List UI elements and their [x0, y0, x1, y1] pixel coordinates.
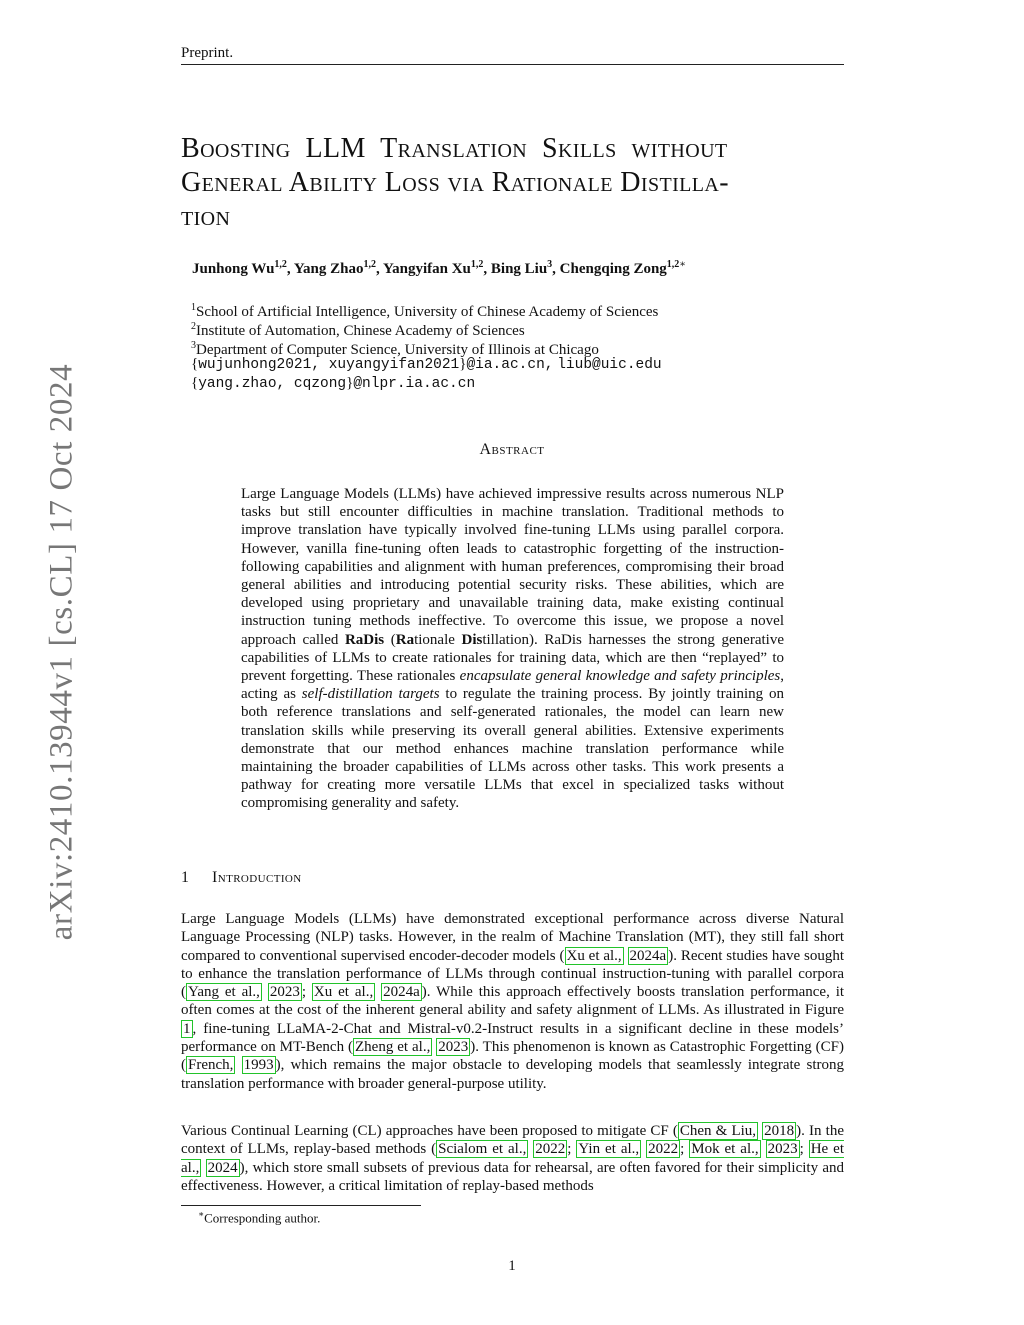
author-list: Junhong Wu$^{1,2}$, Yang Zhao$^{1,2}$, Yangyifan Xu$^{1,2}$, Bing Liu$^3$, Chengqing Zong$^{1,2∗}$ — [192, 259, 687, 277]
citation-link[interactable]: 2022 — [648, 1141, 679, 1158]
citation-link[interactable]: 2024 — [207, 1159, 238, 1176]
title-word: without — [631, 133, 728, 164]
abstract-heading: Abstract — [479, 441, 545, 458]
citation-link[interactable]: Chen & Liu, — [679, 1123, 757, 1139]
email-line: {yang.zhao, cqzong}@nlpr.ia.ac.cn — [191, 375, 476, 392]
citation-link[interactable]: 2023 — [269, 984, 300, 1001]
title-word: via — [447, 167, 485, 198]
title-word: tion — [181, 201, 231, 232]
arxiv-identifier: arXiv:2410.13944v1 [cs.CL] 17 Oct 2024 — [43, 363, 80, 941]
author: Junhong Wu$^{1,2}$ — [192, 259, 287, 277]
citation-link[interactable]: Mok et al., — [691, 1141, 759, 1158]
citation-link[interactable]: Yang et al., — [188, 984, 260, 1001]
author: Yangyifan Xu$^{1,2}$ — [382, 259, 484, 277]
intro-paragraph: Large Language Models (LLMs) have demonstrated exceptional performance across diverse Natural Language Processing (NLP) tasks. However, in the realm of Machine Translation (MT), they still fall short compared to conventional supervised encoder-decoder models ( Xu et al., 2024a ). Recent studies have sought to enhance the translation performance of LLMs through continual instruction-tuning with parallel corpora ( Yang et al., 2023 ; Xu et al., 2024a ). While this approach effectively boosts translation performance, it often comes at the cost of the inherent general ability and safety alignment of LLMs. As illustrated in Figure 1 , fine-tuning LLaMA-2-Chat and Mistral-v0.2-Instruct results in a significant decline in these models’ performance on MT-Bench ( Zheng et al., 2023 ). This phenomenon is known as Catastrophic Forgetting (CF) ( French, 1993 ), which remains the major obstacle to developing models that seamlessly integrate strong translation performance with broader general-purpose utility. — [181, 911, 845, 1092]
page-number: 1 — [508, 1258, 516, 1274]
citation-link[interactable]: 2018 — [764, 1123, 795, 1139]
citation-link[interactable]: He et al., — [181, 1141, 844, 1176]
title-word: Ability — [288, 167, 378, 198]
title-word: Rationale — [491, 167, 613, 198]
footnote: ∗Corresponding author. — [198, 1209, 321, 1226]
citation-link[interactable]: Xu et al., — [566, 947, 622, 964]
header-rule — [181, 64, 844, 65]
figure-reference-link[interactable]: 1 — [183, 1020, 191, 1037]
citation-link[interactable]: Scialom et al., — [438, 1141, 527, 1158]
title-word: LLM — [305, 133, 366, 164]
title-word: General — [181, 167, 283, 198]
citation-link[interactable]: 2022 — [535, 1141, 566, 1158]
title-word: Distilla- — [620, 167, 729, 198]
section-heading: 1 Introduction — [181, 869, 302, 886]
running-header: Preprint. — [181, 45, 234, 61]
title-word: Translation — [380, 133, 528, 164]
title-word: Boosting — [181, 133, 291, 164]
email-line: {wujunhong2021, xuyangyifan2021}@ia.ac.cn, liub@uic.edu — [191, 356, 662, 373]
citation-link[interactable]: Xu et al., — [313, 984, 374, 1001]
intro-paragraph: Various Continual Learning (CL) approaches have been proposed to mitigate CF ( Chen & Liu, 2018 ). In the context of LLMs, replay-based methods ( Scialom et al., 2022 ; Yin et al., 2022 ; Mok et al., 2023 ; He et al., 2024 ), which store small subsets of previous data for rehearsal, are often favored for their simplicity and effectiveness. However, a critical limitation of replay-based methods — [181, 1123, 844, 1194]
affiliation: $^1$School of Artificial Intelligence, University of Chinese Academy of Sciences — [191, 302, 659, 320]
author: Yang Zhao$^{1,2}$ — [293, 259, 376, 277]
citation-link[interactable]: Yin et al., — [578, 1141, 640, 1158]
author: Bing Liu$^3$ — [490, 259, 553, 277]
citation-link[interactable]: 2023 — [767, 1141, 798, 1158]
affiliation: $^2$Institute of Automation, Chinese Academy of Sciences — [191, 321, 525, 339]
author: Chengqing Zong$^{1,2∗}$ — [559, 259, 687, 277]
citation-link[interactable]: Zheng et al., — [355, 1039, 431, 1056]
affiliation: $^3$Department of Computer Science, University of Illinois at Chicago — [191, 340, 599, 358]
title-word: Loss — [384, 167, 441, 198]
citation-link[interactable]: 2024a — [383, 984, 420, 1001]
citation-link[interactable]: 1993 — [243, 1057, 274, 1074]
citation-link[interactable]: French, — [188, 1057, 234, 1074]
title-word: Skills — [541, 133, 617, 164]
citation-link[interactable]: 2023 — [438, 1039, 469, 1056]
paper-title — [181, 132, 844, 234]
abstract-body: Large Language Models (LLMs) have achieved impressive results across numerous NLP tasks but still encounter difficulties in machine translation. Traditional methods to improve translation have typically involved fine-tuning LLMs using parallel corpora. However, vanilla fine-tuning often leads to catastrophic forgetting of the instruction-following capabilities and alignment with human preferences, compromising their broad general abilities and introducing potential security risks. These abilities, which are developed using proprietary and unavailable training data, make existing continual instruction tuning methods ineffective. To overcome this issue, we propose a novel approach called RaDis (Rationale Distillation). RaDis harnesses the strong generative capabilities of LLMs to create rationales for training data, which are then “replayed” to prevent forgetting. These rationales encapsulate general knowledge and safety principles, acting as self-distillation targets to regulate the training process. By jointly training on both reference translations and self-generated rationales, the model can learn new translation skills while preserving its overall general abilities. Extensive experiments demonstrate that our method enhances machine translation performance while maintaining the broader capabilities of LLMs across other tasks. This work presents a pathway for creating more versatile LLMs that excel in specialized tasks without compromising generality and safety. — [241, 486, 785, 812]
citation-link[interactable]: 2024a — [629, 947, 667, 964]
footnote-rule — [181, 1205, 421, 1206]
